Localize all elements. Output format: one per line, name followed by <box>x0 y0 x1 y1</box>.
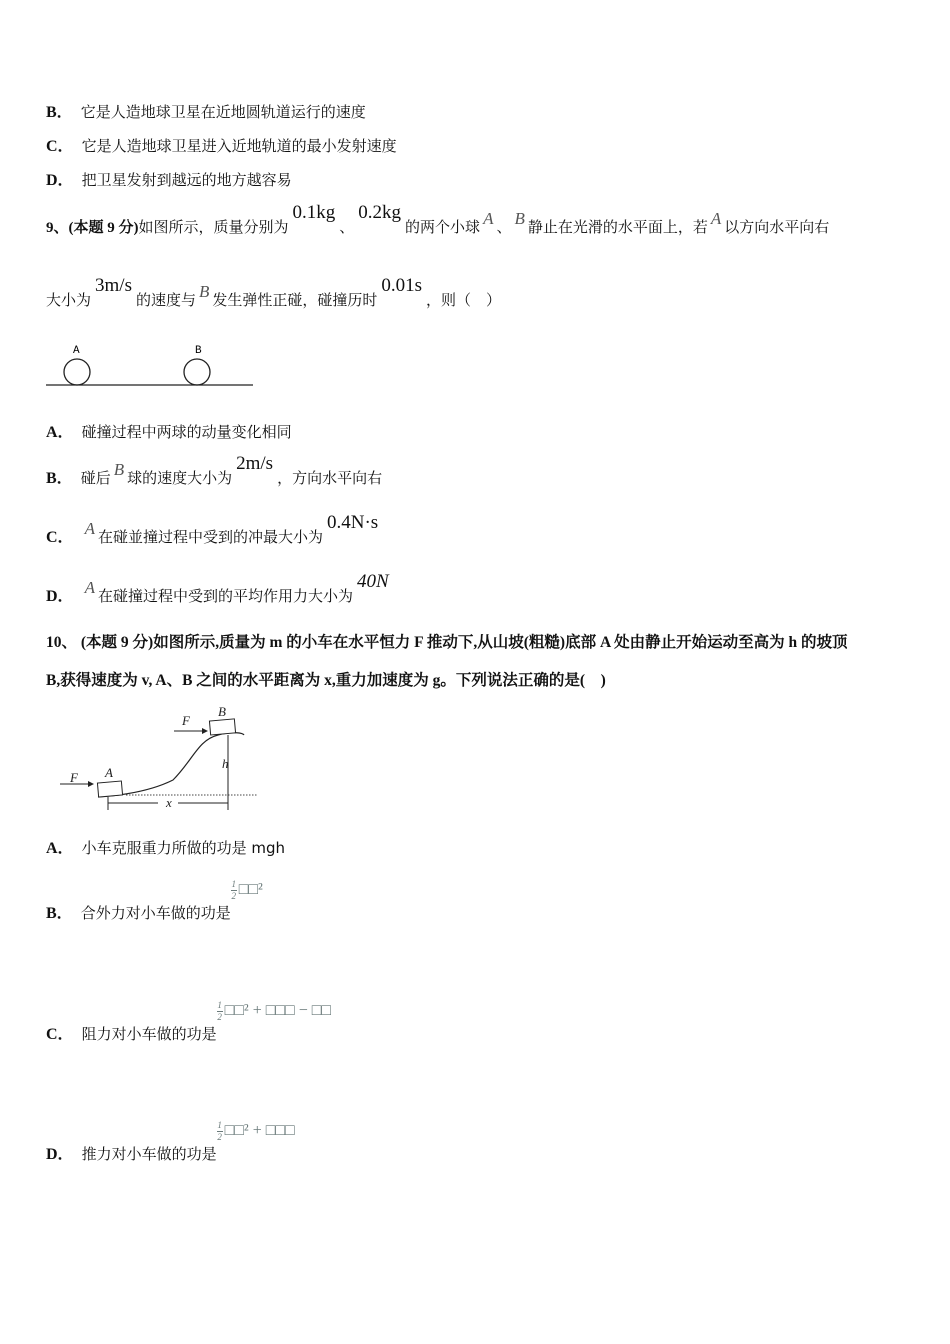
option-d-prev <box>46 170 292 191</box>
force-label-a: F <box>70 770 78 785</box>
frac-num: 1 <box>231 878 236 889</box>
var-b: B <box>514 209 525 228</box>
var-a: A <box>84 519 95 538</box>
ball-b <box>184 359 210 385</box>
option-label: C． <box>46 1026 74 1043</box>
option-text: 它是人造地球卫星进入近地轨道的最小发射速度 <box>81 137 397 155</box>
option-c-prev <box>46 136 397 157</box>
frac-den: 2 <box>217 1011 222 1022</box>
velocity: 3m/s <box>95 275 132 296</box>
cart-a <box>97 781 122 797</box>
question-score: (本题 9 分) <box>68 220 139 236</box>
collision-time: 0.01s <box>381 275 423 296</box>
option-label: D． <box>46 588 74 605</box>
option-text: 碰后 <box>80 469 111 487</box>
q9-stem-line2 <box>46 275 502 310</box>
formula-text: □□² <box>238 881 263 898</box>
stem-text: 大小为 <box>46 291 92 309</box>
option-label: B． <box>46 905 73 922</box>
q9-stem-line1 <box>46 202 830 238</box>
option-text: 阻力对小车做的功是 <box>81 1025 217 1043</box>
formula-text: □□² + □□□ − □□ <box>224 1002 332 1019</box>
option-text: 它是人造地球卫星在近地圆轨道运行的速度 <box>80 103 366 121</box>
option-formula <box>231 878 263 901</box>
q9-option-b <box>46 453 383 489</box>
frac-num: 1 <box>217 999 222 1010</box>
option-formula <box>217 999 332 1022</box>
ball-a-label: A <box>73 345 80 357</box>
stem-text: ，则（ ） <box>426 291 502 309</box>
q10-figure <box>58 700 263 815</box>
stem-text: 发生弹性正碰，碰撞历时 <box>212 291 378 309</box>
formula-text: □□² + □□□ <box>224 1122 295 1139</box>
frac-den: 2 <box>217 1131 222 1142</box>
option-formula <box>217 1119 295 1142</box>
option-label: C． <box>46 529 74 546</box>
mass-a: 0.1kg <box>292 202 336 223</box>
option-label: A． <box>46 840 74 857</box>
height-label: h <box>222 756 229 771</box>
option-label: B． <box>46 104 73 121</box>
option-math: 0.4N·s <box>326 512 379 533</box>
stem-text: 的速度与 <box>135 291 196 309</box>
var-a: A <box>84 578 95 597</box>
option-text: 在碰並撞过程中受到的冲最大小为 <box>97 528 323 546</box>
option-text: 合外力对小车做的功是 <box>80 904 231 922</box>
option-label: D． <box>46 1146 74 1163</box>
option-text: 在碰撞过程中受到的平均作用力大小为 <box>97 587 353 605</box>
option-math: 40N <box>356 571 389 592</box>
frac-den: 2 <box>231 890 236 901</box>
option-b-prev <box>46 102 366 123</box>
q9-figure <box>40 338 260 390</box>
option-label: A． <box>46 424 74 441</box>
option-text: 球的速度大小为 <box>127 469 233 487</box>
q10-option-b <box>46 878 263 925</box>
stem-text: 、 <box>496 218 512 236</box>
q10-option-a <box>46 838 285 859</box>
q10-stem-line2: B,获得速度为 v, A、B 之间的水平距离为 x,重力加速度为 g。下列说法正确的是( ) <box>46 672 606 689</box>
q9-option-d <box>46 571 393 607</box>
point-a-label: A <box>105 765 113 780</box>
point-b-label: B <box>218 704 226 719</box>
var-a: A <box>710 209 722 228</box>
cart-b <box>209 719 235 735</box>
option-label: D． <box>46 172 74 189</box>
force-label-b: F <box>182 713 190 728</box>
option-text: 推力对小车做的功是 <box>81 1145 217 1163</box>
ball-b-label: B <box>195 345 202 357</box>
option-math: 2m/s <box>236 453 274 474</box>
var-b: B <box>198 282 210 301</box>
q10-stem-line1: 10、 (本题 9 分)如图所示,质量为 m 的小车在水平恒力 F 推动下,从山坡(粗糙)底部 A 处由静止开始运动至高为 h 的坡顶 <box>46 634 848 651</box>
option-text: 碰撞过程中两球的动量变化相同 <box>81 423 292 441</box>
option-text: 把卫星发射到越远的地方越容易 <box>81 171 292 189</box>
q10-option-d <box>46 1119 295 1166</box>
q10-option-c <box>46 999 332 1046</box>
stem-text: 静止在光滑的水平面上，若 <box>527 218 708 236</box>
option-text: ，方向水平向右 <box>277 469 383 487</box>
var-b: B <box>113 460 125 479</box>
var-a: A <box>483 209 494 228</box>
q9-option-c <box>46 512 382 548</box>
mass-b: 0.2kg <box>358 202 402 223</box>
ball-a <box>64 359 90 385</box>
q9-option-a <box>46 422 292 443</box>
stem-text: 的两个小球 <box>405 218 481 236</box>
stem-text: 、 <box>339 218 355 236</box>
stem-text: 如图所示，质量分别为 <box>138 218 289 236</box>
question-number: 9、 <box>46 220 69 236</box>
option-label: B． <box>46 470 73 487</box>
distance-label: x <box>166 795 172 810</box>
stem-text: 以方向水平向右 <box>724 218 830 236</box>
option-text: 小车克服重力所做的功是 mgh <box>81 839 285 857</box>
option-label: C． <box>46 138 74 155</box>
frac-num: 1 <box>217 1119 222 1130</box>
